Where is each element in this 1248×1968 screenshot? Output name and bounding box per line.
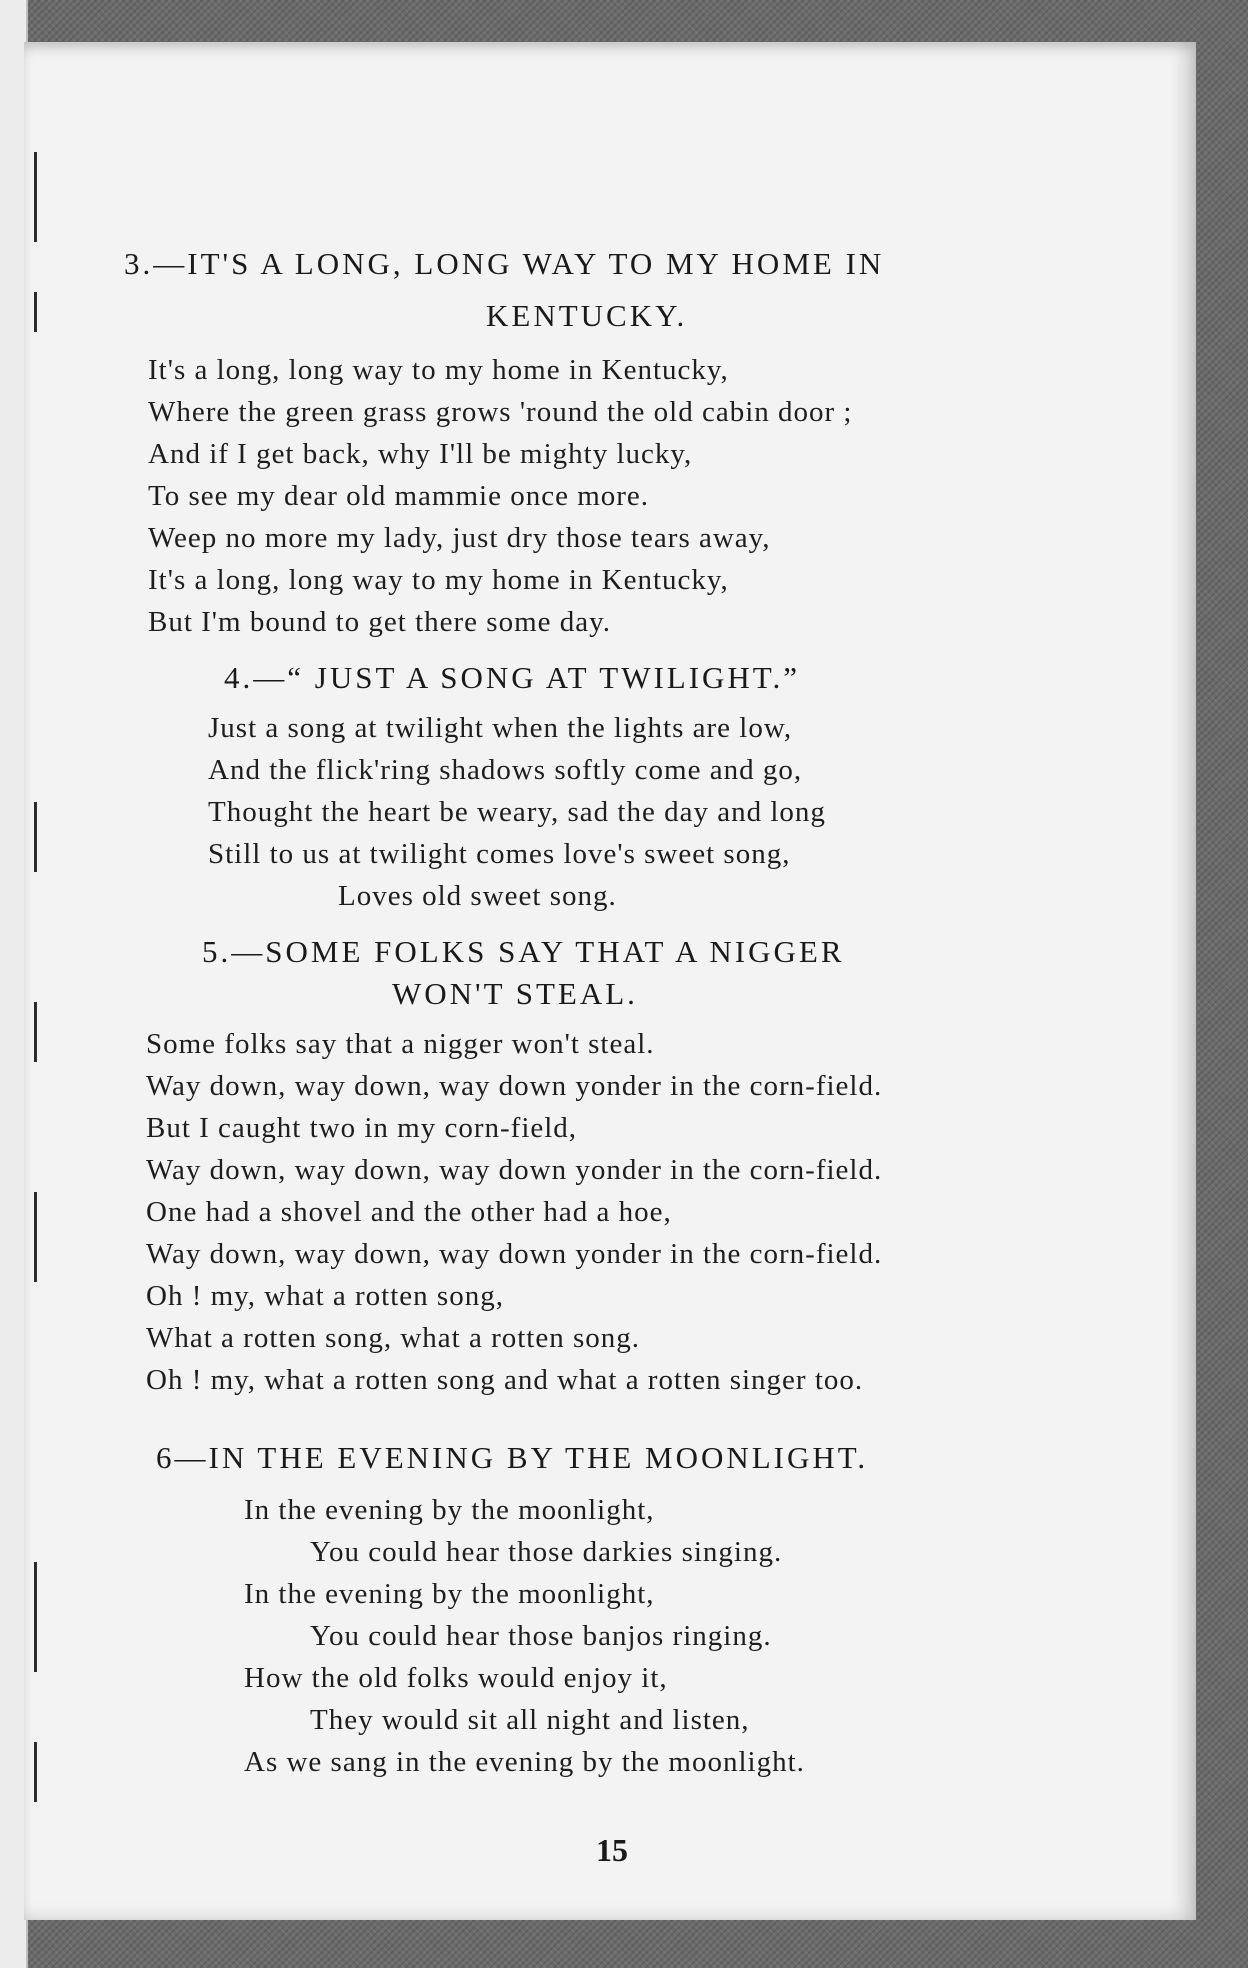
lyric-line: How the old folks would enjoy it, — [244, 1662, 668, 1694]
song-title: 5.—SOME FOLKS SAY THAT A NIGGER — [202, 934, 845, 969]
lyric-line: In the evening by the moonlight, — [244, 1578, 655, 1610]
lyric-line: Loves old sweet song. — [338, 880, 617, 912]
lyric-line: One had a shovel and the other had a hoe, — [146, 1196, 672, 1228]
lyric-line: To see my dear old mammie once more. — [148, 480, 650, 512]
lyric-line: Oh ! my, what a rotten song and what a rotten singer too. — [146, 1364, 864, 1396]
lyric-line: It's a long, long way to my home in Kentucky, — [148, 354, 729, 386]
lyric-line: Some folks say that a nigger won't steal. — [146, 1028, 655, 1060]
lyric-line: You could hear those banjos ringing. — [310, 1620, 772, 1652]
song-title: 3.—IT'S A LONG, LONG WAY TO MY HOME IN — [124, 246, 885, 281]
lyric-line: But I caught two in my corn-field, — [146, 1112, 578, 1144]
lyric-line: And the flick'ring shadows softly come and go, — [208, 754, 803, 786]
lyric-line: Just a song at twilight when the lights are low, — [208, 712, 793, 744]
lyric-line: But I'm bound to get there some day. — [148, 606, 611, 638]
song-title: 4.—“ JUST A SONG AT TWILIGHT.” — [224, 660, 800, 695]
lyric-line: They would sit all night and listen, — [310, 1704, 750, 1736]
lyric-line: Oh ! my, what a rotten song, — [146, 1280, 504, 1312]
page-text — [24, 42, 1196, 1920]
song-title: KENTUCKY. — [486, 298, 688, 333]
lyric-line: What a rotten song, what a rotten song. — [146, 1322, 641, 1354]
lyric-line: Thought the heart be weary, sad the day and long — [208, 796, 826, 828]
song-title: WON'T STEAL. — [392, 976, 638, 1011]
lyric-line: And if I get back, why I'll be mighty lucky, — [148, 438, 693, 470]
lyric-line: As we sang in the evening by the moonlight. — [244, 1746, 805, 1778]
song-title: 6—IN THE EVENING BY THE MOONLIGHT. — [156, 1440, 869, 1475]
page-number: 15 — [596, 1832, 628, 1868]
lyric-line: Way down, way down, way down yonder in the corn-field. — [146, 1238, 883, 1270]
lyric-line: It's a long, long way to my home in Kentucky, — [148, 564, 729, 596]
lyric-line: You could hear those darkies singing. — [310, 1536, 783, 1568]
book-page — [24, 42, 1196, 1920]
lyric-line: Way down, way down, way down yonder in the corn-field. — [146, 1154, 883, 1186]
lyric-line: Way down, way down, way down yonder in the corn-field. — [146, 1070, 883, 1102]
lyric-line: Where the green grass grows 'round the old cabin door ; — [148, 396, 853, 428]
lyric-line: Still to us at twilight comes love's sweet song, — [208, 838, 791, 870]
lyric-line: In the evening by the moonlight, — [244, 1494, 655, 1526]
lyric-line: Weep no more my lady, just dry those tears away, — [148, 522, 771, 554]
